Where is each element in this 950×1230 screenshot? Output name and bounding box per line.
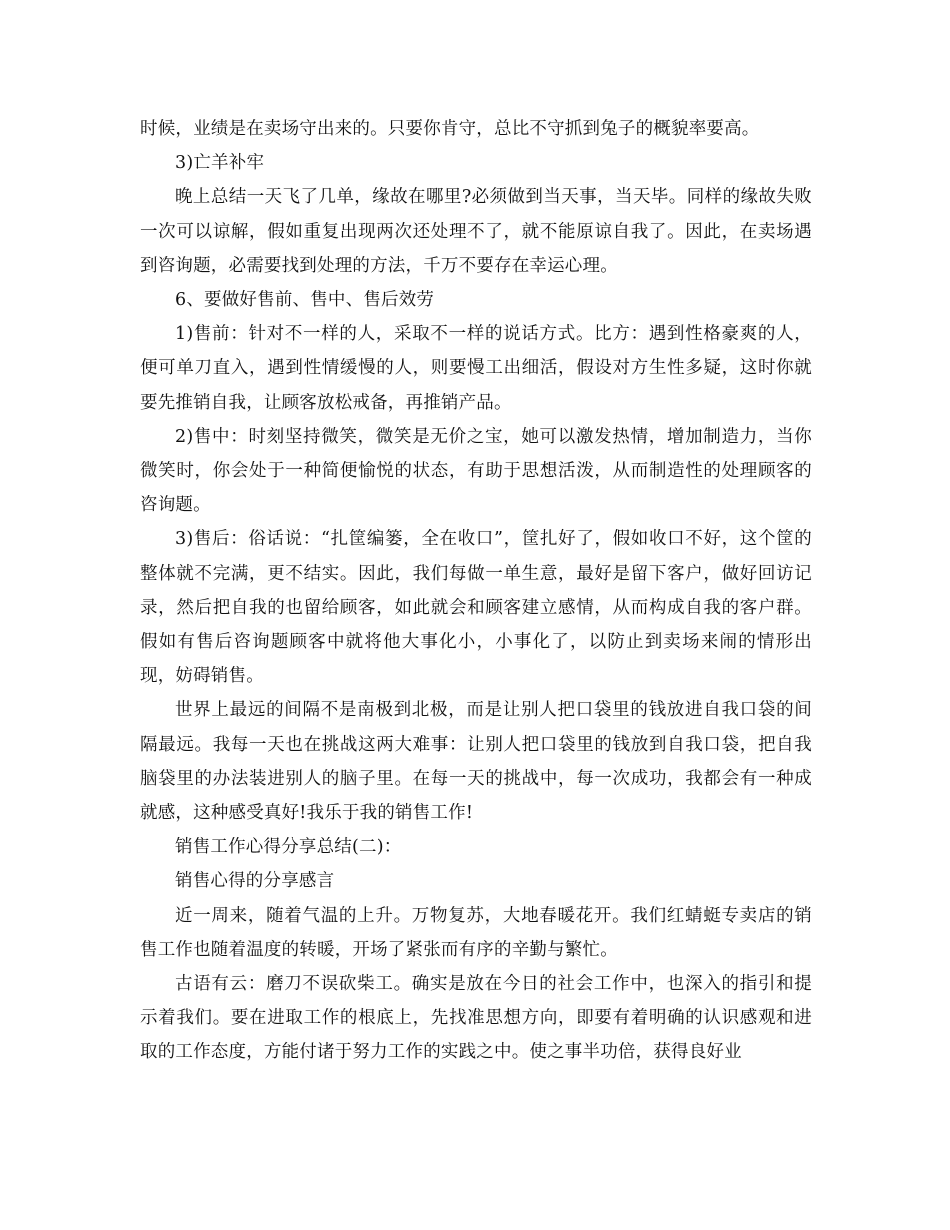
- paragraph-1: 时候，业绩是在卖场守出来的。只要你肯守，总比不守抓到兔子的概貌率要高。: [140, 119, 760, 139]
- section-heading-part-2: 销售工作心得分享总结(二)：: [175, 837, 402, 858]
- paragraph-distance: 世界上最远的间隔不是南极到北极，而是让别人把口袋里的钱放进自我口袋的间隔最远。我每一天也在挑战这两大难事：让别人把口袋里的钱放到自我口袋，把自我脑袋里的办法装进别人的脑子里。在每一天的挑战中，每一次成功，我都会有一种成就感，这种感受真好!我乐于我的销售工作!: [140, 700, 812, 824]
- paragraph-3: 晚上总结一天飞了几单，缘故在哪里?必须做到当天事，当天毕。同样的缘故失败一次可以谅解，假如重复出现两次还处理不了，就不能原谅自我了。因此，在卖场遇到咨询题，必需要找到处理的方法，千万不要存在幸运心理。: [140, 187, 812, 276]
- document-body: [140, 112, 812, 1070]
- paragraph-in-sale: 2)售中：时刻坚持微笑，微笑是无价之宝，她可以激发热情，增加制造力，当你微笑时，你会处于一种简便愉悦的状态，有助于思想活泼，从而制造性的处理顾客的咨询题。: [140, 426, 812, 516]
- paragraph-2: 3)亡羊补牢: [175, 153, 265, 174]
- section-heading-6: 6、要做好售前、售中、售后效劳: [175, 290, 435, 311]
- paragraph-proverb: 古语有云：磨刀不误砍柴工。确实是放在今日的社会工作中，也深入的指引和提示着我们。要在进取工作的根底上，先找准思想方向，即要有着明确的认识感观和进取的工作态度，方能付诸于努力工作的实践之中。使之事半功倍，获得良好业: [140, 974, 812, 1063]
- paragraph-after-sale: 3)售后：俗话说：“扎筐编篓，全在收口”，筐扎好了，假如收口不好，这个筐的整体就不完满，更不结实。因此，我们每做一单生意，最好是留下客户，做好回访记录，然后把自我的也留给顾客，如此就会和顾客建立感情，从而构成自我的客户群。假如有售后咨询题顾客中就将他大事化小，小事化了，以防止到卖场来闹的情形出现，妨碍销售。: [140, 529, 812, 687]
- paragraph-recent-week: 近一周来，随着气温的上升。万物复苏，大地春暖花开。我们红蜻蜓专卖店的销售工作也随着温度的转暖，开场了紧张而有序的辛勤与繁忙。: [140, 905, 812, 960]
- section-subheading: 销售心得的分享感言: [175, 871, 335, 892]
- paragraph-pre-sale: 1)售前：针对不一样的人，采取不一样的说话方式。比方：遇到性格豪爽的人，便可单刀直入，遇到性情缓慢的人，则要慢工出细活，假设对方生性多疑，这时你就要先推销自我，让顾客放松戒备，再推销产品。: [140, 324, 812, 413]
